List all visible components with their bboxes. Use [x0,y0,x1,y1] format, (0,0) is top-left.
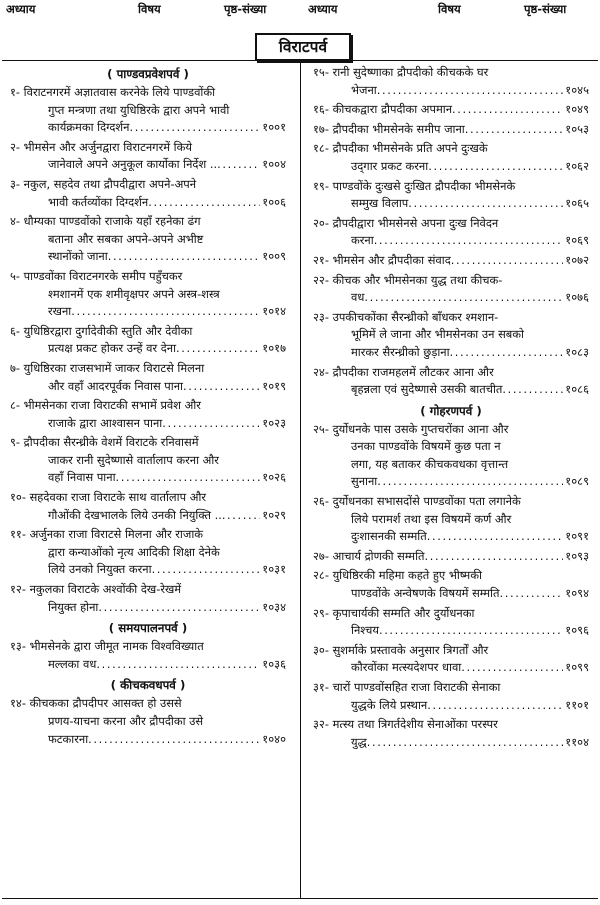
page-number: १०५३ [565,121,589,136]
dot-leader [427,528,564,546]
entry-text: श्मशानमें एक शमीवृक्षपर अपने अस्त्र-शस्त्र [48,286,220,301]
section-heading: ( समयपालनपर्व ) [108,621,188,636]
dot-leader [364,289,563,307]
entry-text: उनका पाण्डवोंके विषयमें कुछ पता न [351,439,501,454]
toc-entry[interactable] [313,642,589,677]
entry-text: १२- नकुलका विराटके अश्वोंकी देख-रेखमें [10,582,182,597]
page-number: १०१७ [262,341,286,356]
entry-text: १६- कीचकद्वारा द्रौपदीका अपमान [313,102,453,117]
entry-text: युद्ध [351,734,367,749]
dot-leader [425,548,564,566]
entry-text: ३१- चारों पाण्डवोंसहित राजा विराटकी सेनाका [313,680,501,694]
dot-leader [451,252,564,270]
toc-entry[interactable] [10,638,286,673]
dot-leader [176,340,260,358]
entry-text: भूमिमें ले जाना और भीमसेनका उन सबको [351,327,524,342]
toc-entry[interactable] [313,309,589,362]
entry-text: १८- द्रौपदीका भीमसेनके प्रति अपने दुःखके [313,141,488,156]
toc-entry[interactable] [313,605,589,640]
entry-text: रखना [48,304,72,319]
toc-entry[interactable] [313,101,589,119]
entry-text: कौरवोंका मत्स्यदेशपर धावा [351,660,462,675]
left-column [10,64,286,750]
entry-text: प्रणय-याचना करना और द्रौपदीका उसे [48,714,204,728]
dot-leader [116,469,261,487]
entry-text: ६- युधिष्ठिरद्वारा दुर्गादेवीकी स्तुति और देवीका [10,323,193,338]
toc-entry[interactable] [313,548,589,566]
entry-text: ३२- मत्स्य तथा त्रिगर्तदेशीय सेनाओंका परस्पर [313,717,498,732]
page-number: १०८६ [565,382,589,397]
dot-leader [461,659,563,677]
entry-text: जानेवाले अपने अनुकूल कार्योका निर्देश .. [48,157,218,172]
page-number: १०६९ [565,233,589,248]
page-number: १०६२ [565,158,589,173]
dot-leader [427,697,563,715]
column-divider [300,60,301,898]
dot-leader [367,734,564,752]
toc-entry[interactable] [10,434,286,487]
entry-text: वध [351,290,365,305]
dot-leader [379,622,563,640]
entry-text: २- भीमसेन और अर्जुनद्वारा विराटनगरमें किये [10,139,192,154]
dot-leader [217,156,260,174]
toc-entry[interactable] [10,139,286,174]
entry-text: ४- धौम्यका पाण्डवोंको राजाके यहाँ रहनेका ढंग [10,214,201,229]
dot-leader [148,194,260,212]
page-number: १००९ [262,249,286,264]
entry-text: ३०- सुशर्माके प्रस्तावके अनुसार त्रिगर्तों और [313,642,489,657]
entry-text: कार्यक्रमका दिग्दर्शन [48,120,130,135]
entry-text: उद्‌गार प्रकट करना [351,158,429,173]
entry-text: भावी कर्तव्योंका दिग्दर्शन [48,194,149,209]
dot-leader [502,381,563,399]
entry-text: राजाके द्वारा आश्वासन पाना [48,415,163,430]
header-subject-right: विषय [438,2,461,16]
toc-entry[interactable] [10,397,286,432]
entry-text: २७- आचार्य द्रोणकी सम्मति [313,548,425,563]
page-number: १०४० [262,731,286,746]
page-number: १०७६ [565,290,589,305]
entry-text: द्वारा कन्याओंको नृत्य आदिकी शिक्षा देनेके [48,544,220,559]
dot-leader [450,344,564,362]
header-page-right: पृष्ठ-संख्या [524,2,567,16]
entry-text: गौओंकी देखभालके लिये उनकी नियुक्ति .. [48,507,222,522]
dot-leader [162,415,260,433]
toc-entry[interactable] [313,64,589,99]
entry-text: २२- कीचक और भीमसेनका युद्ध तथा कीचक- [313,272,503,287]
page-number: १००१ [262,120,286,135]
entry-text: २६- दुर्योधनका सभासदोंसे पाण्डवोंका पता लगानेके [313,494,521,509]
toc-entry[interactable] [313,178,589,213]
header-chapter-right: अध्याय [308,2,338,16]
entry-text: ११- अर्जुनका राजा विराटसे मिलना और राजाके [10,527,204,542]
entry-text: स्थानोंको जाना [48,249,108,264]
page-number: १०२६ [262,470,286,485]
page-number: १०९९ [565,660,589,675]
entry-text: २८- युधिष्ठिरकी महिमा कहते हुए भीष्मकी [313,568,482,583]
entry-text: प्रत्यक्ष प्रकट होकर उन्हें वर देना [48,341,177,356]
page-number: १०७२ [565,252,589,267]
entry-text: २५- दुर्योधनके पास उसके गुप्तचरोंका आना और [313,421,509,436]
section-heading: ( कीचकवधपर्व ) [110,678,186,693]
dot-leader [377,82,564,100]
entry-text: सुनाना [351,474,378,489]
entry-text: २३- उपकीचकोंका सैरन्ध्रीको बाँधकर श्मशान- [313,309,499,324]
entry-text: वहाँ निवास पाना [48,470,116,485]
toc-entry[interactable] [313,140,589,175]
bottom-rule [2,898,598,899]
toc-entry[interactable] [10,176,286,211]
entry-text: १७- द्रौपदीका भीमसेनके समीप जाना [313,121,465,136]
page-number: १०२३ [262,415,286,430]
entry-text: २९- कृपाचार्यकी सम्मति और दुर्योधनका [313,605,475,620]
page-number: ११०४ [565,734,589,749]
page-number: १०३१ [262,562,286,577]
entry-text: १३- भीमसेनके द्वारा जीमूत नामक विश्वविख्यात [10,639,204,654]
dot-leader [374,232,564,250]
toc-entry[interactable] [10,695,286,748]
dot-leader [71,303,260,321]
toc-entry[interactable] [10,268,286,321]
entry-text: बृहन्नला एवं सुदेष्णासे उसकी बातचीत [351,382,503,397]
dot-leader [428,158,563,176]
toc-entry[interactable] [10,360,286,395]
entry-text: ८- भीमसेनका राजा विराटकी सभामें प्रवेश और [10,398,201,413]
dot-leader [88,731,260,749]
entry-text: ७- युधिष्ठिरका राजसभामें जाकर विराटसे मिलना [10,360,205,375]
right-column [313,64,589,753]
entry-text: फटकारना [48,731,89,746]
entry-text: मल्लका वध [48,656,97,671]
section-heading: ( पाण्डवप्रवेशपर्व ) [107,67,189,81]
toc-entry[interactable] [10,213,286,266]
toc-entry[interactable] [313,716,589,751]
toc-entry[interactable] [10,581,286,616]
parva-title: विराटपर्व [255,33,351,61]
page-number: १०९६ [565,623,589,638]
header-chapter-left: अध्याय [6,2,36,16]
entry-text: बताना और सबका अपने-अपने अभीष्ट [48,231,204,246]
entry-text: दुःशासनकी सम्मति [351,529,427,544]
dot-leader [452,101,563,119]
toc-entry[interactable] [313,215,589,250]
dot-leader [98,599,260,617]
entry-text: निश्चय [351,623,379,638]
page-number: १०४५ [565,82,589,97]
section-heading: ( गोहरणपर्व ) [420,403,482,418]
toc-entry[interactable] [313,252,589,270]
dot-leader [96,656,260,674]
page-number: १०१९ [262,378,286,393]
dot-leader [108,248,261,266]
entry-text: १०- सहदेवका राजा विराटके साथ वार्तालाप और [10,490,207,505]
page-number: १०९४ [565,586,589,601]
toc-entry[interactable] [313,493,589,546]
entry-text: गुप्त मन्त्रणा तथा युधिष्ठिरके द्वारा अपने भावी [48,102,230,117]
page-number: ११०१ [565,697,589,712]
header-page-left: पृष्ठ-संख्या [224,2,267,16]
entry-text: लिये परामर्श तथा इस विषयमें कर्ण और [351,511,512,526]
entry-text: जाकर रानी सुदेष्णासे वार्तालाप करना और [48,452,219,467]
entry-text: मारकर सैरन्ध्रीको छुड़ाना [351,344,450,359]
dot-leader [377,473,563,491]
page-number: १०८९ [565,474,589,489]
page-number: १०४९ [565,102,589,117]
entry-text: ३- नकुल, सहदेव तथा द्रौपदीद्वारा अपने-अपने [10,176,197,191]
entry-text: नियुक्त होना [48,599,99,614]
entry-text: सम्मुख विलाप [351,196,409,211]
entry-text: लगा, यह बताकर कीचकवधका वृत्तान्त [351,456,509,471]
entry-text: पाण्डवोंके अन्वेषणके विषयमें सम्मति [351,586,500,601]
toc-entry[interactable] [10,526,286,579]
dot-leader [130,119,261,137]
entry-text: २०- द्रौपदीद्वारा भीमसेनसे अपना दुःख निवेदन [313,215,499,230]
header-subject-left: विषय [138,2,161,16]
column-header-row [0,2,600,20]
entry-text: २१- भीमसेन और द्रौपदीका संवाद [313,252,451,267]
page-number: १०३४ [262,599,286,614]
page-number: १००६ [262,194,286,209]
page-number: १०१४ [262,304,286,319]
entry-text: १४- कीचकका द्रौपदीपर आसक्त हो उससे [10,696,182,711]
entry-text: भेजना [351,82,377,97]
page-number: १०२९ [262,507,286,522]
entry-text: १५- रानी सुदेष्णाका द्रौपदीको कीचकके घर [313,65,489,79]
toc-entry[interactable] [313,679,589,714]
toc-entry[interactable] [313,421,589,491]
toc-entry[interactable] [313,121,589,139]
entry-text: ५- पाण्डवोंका विराटनगरके समीप पहुँचकर [10,268,183,283]
dot-leader [222,507,260,525]
page-number: १०६५ [565,196,589,211]
toc-entry[interactable] [10,489,286,524]
toc-entry[interactable] [313,364,589,399]
page-number: १०९३ [565,548,589,563]
entry-text: लिये उनको नियुक्त करना [48,562,152,577]
page-number: १०३६ [262,656,286,671]
entry-text: २४- द्रौपदीका राजमहलमें लौटकर आना और [313,364,494,379]
toc-entry[interactable] [313,272,589,307]
dot-leader [408,195,563,213]
entry-text: १- विराटनगरमें अज्ञातवास करनेके लिये पाण्डवोंकी [10,85,216,99]
entry-text: ९- द्रौपदीका सैरन्ध्रीके वेशमें विराटके रनिवासमें [10,435,199,450]
entry-text: करना [351,233,374,248]
dot-leader [499,585,563,603]
toc-entry[interactable] [10,323,286,358]
toc-entry[interactable] [313,567,589,602]
dot-leader [183,378,260,396]
entry-text: और वहाँ आदरपूर्वक निवास पाना [48,378,183,393]
page-number: १०९१ [565,529,589,544]
page-number: १०८३ [565,344,589,359]
page-number: १००४ [262,157,286,172]
dot-leader [152,561,261,579]
dot-leader [465,121,564,139]
toc-entry[interactable] [10,84,286,137]
entry-text: १९- पाण्डवोंके दुःखसे दुःखित द्रौपदीका भीमसेनके [313,178,516,193]
entry-text: युद्धके लिये प्रस्थान [351,697,428,712]
